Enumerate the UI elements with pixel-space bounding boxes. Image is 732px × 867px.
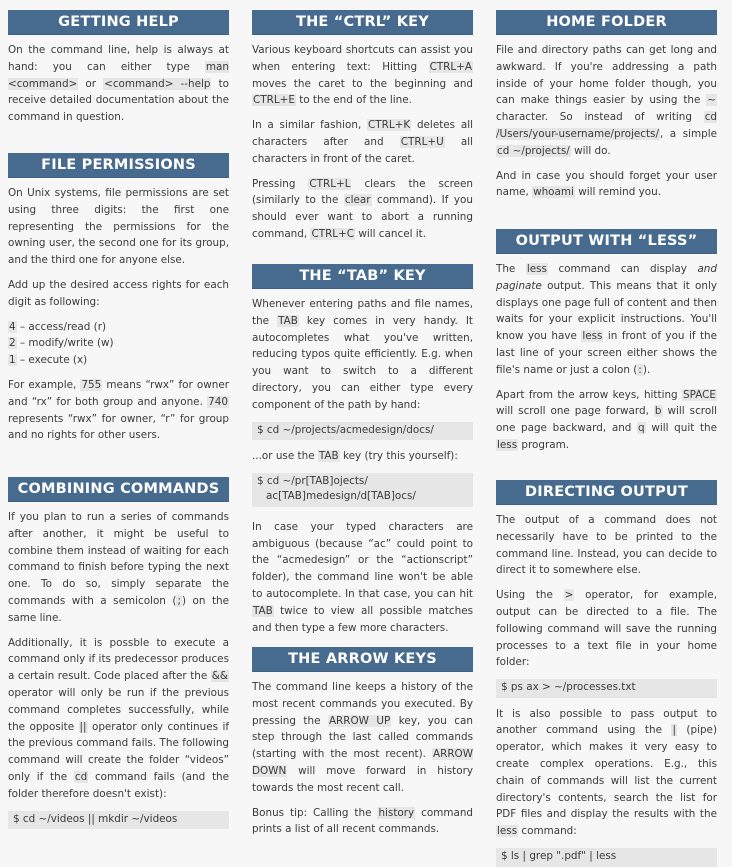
section-title: HOME FOLDER <box>496 10 717 35</box>
text-run: 1 <box>9 354 16 367</box>
code-snippet: less <box>497 825 518 838</box>
text-run: command). If you should ever want to abort a running command, <box>252 194 473 240</box>
text-run: 2 <box>9 337 16 350</box>
text-run: operator, for example, output can be directed to a file. The following command will save the running processes to a text file in your home folder: <box>496 589 717 669</box>
section-title: THE “CTRL” KEY <box>252 10 473 35</box>
list-item <box>8 335 229 352</box>
text-run: On the command line, help is always at hand: you can either type <box>8 44 229 73</box>
text-run: command: <box>518 825 577 838</box>
section-getting-help <box>8 10 229 126</box>
section-output-less <box>496 229 717 454</box>
code-snippet: > <box>564 589 574 602</box>
text-run: represents “rwx” for owner, “r” for group and no rights for other users. <box>8 412 229 442</box>
text-run: 4 <box>9 320 16 333</box>
text-run: operator will only be run if the previous command completes successfully, while the opposite <box>8 686 229 733</box>
text-run: If you plan to run a series of commands after another, it might be useful to combine them instead of waiting for each command to finish before typing the next one. To do so, simply separate the commands with a semicolon ( <box>8 511 229 607</box>
section-title: THE “TAB” KEY <box>252 264 473 289</box>
section-home-folder <box>496 10 717 201</box>
paragraph <box>252 176 473 243</box>
paragraph <box>496 387 717 454</box>
text-run: In a similar fashion, <box>252 119 368 132</box>
paragraph <box>8 42 229 126</box>
paragraph <box>252 519 473 637</box>
text-run: command prints a list of all recent commands. <box>252 806 473 836</box>
code-snippet: cd /Users/your-username/projects/ <box>496 111 717 140</box>
text-run: Apart from the arrow keys, hitting <box>496 388 683 401</box>
text-run: command fails (and the folder therefore doesn't exist): <box>8 770 230 800</box>
text-run: twice to view all possible matches and then type a few more characters. <box>252 604 473 634</box>
text-run: – access/read (r) <box>16 320 107 333</box>
code-snippet: less <box>526 263 547 275</box>
text-run: Various keyboard shortcuts can assist you when entering text: Hitting <box>252 44 473 73</box>
code-snippet: : <box>638 363 642 376</box>
text-run: command can display <box>547 263 698 275</box>
section-title: THE ARROW KEYS <box>252 647 473 672</box>
key-label: CTRL+L <box>309 177 351 190</box>
text-run: For example, <box>8 378 81 391</box>
key-label: TAB <box>318 450 339 463</box>
text-run: key, you can step through the last called commands (starting with the most recent). <box>252 714 473 761</box>
text-run: Pressing <box>252 177 309 190</box>
section-tab-key <box>252 264 473 636</box>
paragraph <box>252 805 473 839</box>
text-run: character. So instead of writing <box>496 111 704 124</box>
code-snippet: 740 <box>208 395 228 408</box>
code-snippet: man <command> <box>8 60 229 90</box>
list-item <box>8 352 229 369</box>
text-run: clears the screen (similarly to the <box>252 177 473 207</box>
code-snippet: less <box>582 330 603 343</box>
section-file-permissions <box>8 153 229 444</box>
text-run: will do. <box>570 144 611 157</box>
key-label: SPACE <box>683 388 716 401</box>
text-run: program. <box>518 438 570 451</box>
text-run: $ cd ~/pr[TAB]ojects/ <box>257 474 368 487</box>
code-block: $ cd ~/videos || mkdir ~/videos <box>8 811 229 830</box>
code-snippet: less <box>497 438 518 451</box>
section-title: FILE PERMISSIONS <box>8 153 229 178</box>
section-title: DIRECTING OUTPUT <box>496 480 717 505</box>
section-arrow-keys <box>252 647 473 838</box>
key-label: b <box>654 405 662 418</box>
key-label: CTRL+A <box>429 60 472 73</box>
paragraph <box>252 296 473 414</box>
code-snippet: cd ~/projects/ <box>497 144 570 157</box>
text-run: output. This means that it only displays one page full of content and then waits for your explicit instructions. You'll know you have <box>496 279 717 343</box>
code-snippet: ~ <box>707 94 716 107</box>
text-run: ). <box>642 363 651 376</box>
key-label: CTRL+E <box>253 94 295 107</box>
paragraph <box>496 168 717 202</box>
paragraph <box>252 42 473 109</box>
code-snippet: | <box>672 724 676 737</box>
rights-list <box>8 319 229 369</box>
text-run: moves the caret to the beginning and <box>252 77 473 90</box>
key-label: CTRL+C <box>311 227 355 240</box>
paragraph <box>252 448 473 465</box>
text-run: , a simple <box>659 127 717 140</box>
paragraph <box>496 587 717 671</box>
section-title: GETTING HELP <box>8 10 229 35</box>
text-run: Additionally, it is possble to execute a command only if its predecessor produces a certain result. Code placed after the <box>8 636 229 683</box>
paragraph: The output of a command does not necessarily have to be printed to the command line. Instead, you can decide to direct it to somewhere else. <box>496 514 717 577</box>
code-snippet: || <box>79 720 87 733</box>
paragraph <box>252 117 473 167</box>
code-snippet: ; <box>177 594 181 607</box>
code-snippet: 755 <box>81 378 102 391</box>
text-run: in front of you if the last line of your screen either shows the file's name or just a colon ( <box>496 330 717 376</box>
section-title: COMBINING COMMANDS <box>8 477 229 502</box>
paragraph <box>8 635 229 803</box>
text-run: deletes all characters after and <box>252 119 473 148</box>
code-block: $ ls | grep ".pdf" | less <box>496 848 717 867</box>
paragraph <box>8 509 229 627</box>
key-label: CTRL+K <box>368 119 411 132</box>
text-run: ) on the same line. <box>8 594 230 624</box>
text-run: will scroll one page forward, <box>496 405 654 418</box>
paragraph <box>496 706 717 840</box>
text-run: to the end of the line. <box>295 94 412 107</box>
section-ctrl-key <box>252 10 473 243</box>
key-label: TAB <box>253 604 273 617</box>
code-snippet: whoami <box>533 186 574 199</box>
key-label: ARROW DOWN <box>252 748 473 777</box>
text-run: key comes in very handy. It autocompletes what you've written, reducing typos quite efficiently. E.g. when you want to switch to a different directory, you can either type every component of the path by hand: <box>252 314 474 411</box>
text-run: means “rwx” for owner and “rx” for both group and anyone. <box>8 378 229 408</box>
text-run: And in case you should forget your user name, <box>496 169 717 199</box>
text-run: or <box>78 77 104 90</box>
text-run: In case your typed characters are ambiguous (because “ac” could point to the “acmedesign” or the “actionscript” folder), the command line won't be able to autocomplete. In that case, you can hit <box>252 520 473 601</box>
text-run: key (try this yourself): <box>339 450 458 463</box>
text-run: ac[TAB]medesign/d[TAB]ocs/ <box>266 490 416 503</box>
paragraph <box>496 261 717 379</box>
text-run: and paginate <box>496 263 717 292</box>
text-run: will cancel it. <box>355 227 427 240</box>
paragraph <box>496 42 717 160</box>
code-block: $ cd ~/projects/acmedesign/docs/ <box>252 422 473 441</box>
text-run: The <box>496 263 526 275</box>
section-directing-output <box>496 480 717 867</box>
text-run: will scroll one page backward, and <box>496 405 717 435</box>
list-item <box>8 319 229 336</box>
text-run: File and directory paths can get long and awkward. If you're addressing a path inside of your home folder though, you can make things easier by using the <box>496 44 717 107</box>
text-run: will quit the <box>645 422 718 435</box>
code-block <box>252 473 473 507</box>
text-run: (pipe) operator, which makes it very easy to create complex operations. E.g., this chain of commands will list the current directory's contents, search the list for PDF files and display the results with the <box>496 724 718 821</box>
text-run: It is also possible to pass output to another command using the <box>496 707 717 737</box>
text-run: to receive detailed documentation about the command in question. <box>8 77 229 124</box>
text-run: all characters in front of the caret. <box>252 135 473 165</box>
code-snippet: <command> --help <box>104 77 211 90</box>
text-run: – modify/write (w) <box>16 337 114 350</box>
text-run: operator only continues if the previous command fails. The following command will create the folder “videos” only if the <box>8 720 229 783</box>
key-label: ARROW UP <box>328 714 391 727</box>
text-run: will move forward in history towards the most recent call. <box>252 764 473 794</box>
text-run: Using the <box>496 589 564 602</box>
code-snippet: cd <box>74 770 88 783</box>
text-run: – execute (x) <box>16 354 88 367</box>
text-run: Whenever entering paths and file names, the <box>252 298 473 327</box>
code-snippet: && <box>211 670 228 683</box>
text-run: ...or use the <box>252 450 318 463</box>
key-label: CTRL+U <box>400 135 444 148</box>
key-label: TAB <box>278 314 298 327</box>
code-block: $ ps ax > ~/processes.txt <box>496 679 717 698</box>
text-run: will remind you. <box>574 186 661 199</box>
paragraph: Add up the desired access rights for each digit as following: <box>8 278 229 308</box>
paragraph <box>8 377 229 444</box>
paragraph <box>252 679 473 797</box>
code-snippet: clear <box>344 194 371 207</box>
key-label: q <box>638 422 645 435</box>
section-title: OUTPUT WITH “LESS” <box>496 229 717 254</box>
section-combining-commands <box>8 477 229 829</box>
text-run: Bonus tip: Calling the <box>252 806 378 819</box>
text-run: The command line keeps a history of the most recent commands you executed. By pressing the <box>252 681 473 727</box>
paragraph: On Unix systems, file permissions are set using three digits: the first one representing the permissions for the owning user, the second one for its group, and the third one for anyone else. <box>8 187 229 267</box>
code-snippet: history <box>378 806 415 819</box>
